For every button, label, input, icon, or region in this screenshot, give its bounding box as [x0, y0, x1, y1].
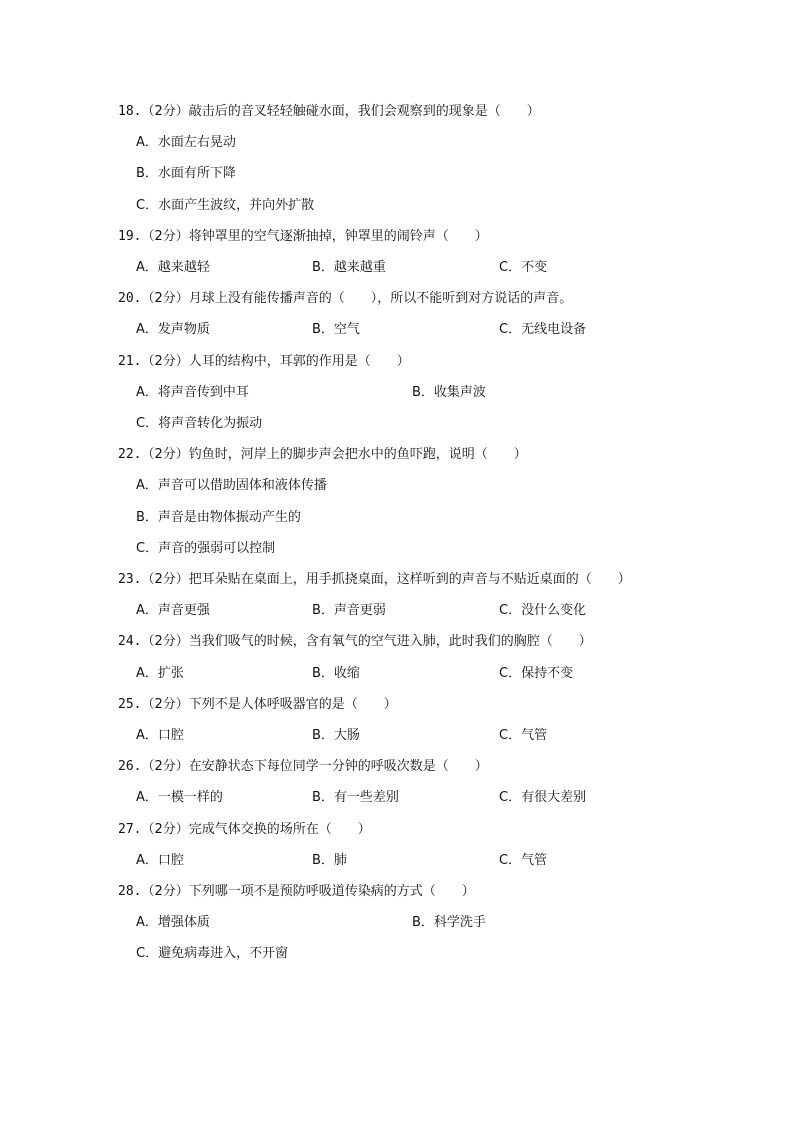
question-points: （2分）	[141, 447, 189, 462]
question-number: 26.	[118, 759, 142, 774]
question-26-option-a: A．一模一样的	[136, 790, 223, 805]
question-22-option-c: C．声音的强弱可以控制	[136, 541, 276, 556]
question-20-option-b: B．空气	[312, 322, 360, 337]
question-number: 25.	[118, 697, 142, 712]
question-27-option-b: B．肺	[312, 853, 347, 868]
question-text: 当我们吸气的时候，含有氧气的空气进入肺，此时我们的胸腔（ ）	[188, 634, 592, 649]
question-points: （2分）	[141, 822, 189, 837]
question-text: 把耳朵贴在桌面上，用手抓挠桌面，这样听到的声音与不贴近桌面的（ ）	[188, 572, 631, 587]
question-number: 20.	[118, 291, 142, 306]
question-20-stem	[118, 289, 572, 309]
question-26-option-c: C．有很大差别	[499, 790, 587, 805]
question-27-option-a: A．口腔	[136, 853, 184, 868]
question-24-option-a: A．扩张	[136, 666, 184, 681]
question-21-stem	[118, 352, 410, 372]
question-23-option-a: A．声音更强	[136, 603, 210, 618]
question-number: 22.	[118, 447, 142, 462]
question-20-option-a: A．发声物质	[136, 322, 210, 337]
question-22-stem	[118, 445, 527, 465]
question-24-stem	[118, 632, 592, 652]
question-19-option-c: C．不变	[499, 260, 548, 275]
question-points: （2分）	[141, 884, 189, 899]
question-text: 下列不是人体呼吸器官的是（ ）	[188, 697, 397, 712]
question-26-stem	[118, 757, 488, 777]
question-19-option-b: B．越来越重	[312, 260, 386, 275]
question-27-stem	[118, 820, 371, 840]
question-text: 在安静状态下每位同学一分钟的呼吸次数是（ ）	[188, 759, 488, 774]
question-28-option-b: B．科学洗手	[412, 915, 486, 930]
question-text: 将钟罩里的空气逐渐抽掉，钟罩里的闹铃声（ ）	[188, 229, 488, 244]
question-points: （2分）	[141, 104, 189, 119]
question-points: （2分）	[141, 291, 189, 306]
question-18-option-b: B．水面有所下降	[136, 166, 236, 181]
question-27-option-c: C．气管	[499, 853, 548, 868]
question-points: （2分）	[141, 634, 189, 649]
question-28-stem	[118, 882, 475, 902]
question-text: 敲击后的音叉轻轻触碰水面，我们会观察到的现象是（ ）	[188, 104, 540, 119]
question-25-option-a: A．口腔	[136, 728, 184, 743]
question-points: （2分）	[141, 697, 189, 712]
question-19-stem	[118, 227, 488, 247]
question-text: 人耳的结构中，耳郭的作用是（ ）	[188, 354, 410, 369]
question-23-stem	[118, 570, 631, 590]
question-points: （2分）	[141, 759, 189, 774]
question-22-option-a: A．声音可以借助固体和液体传播	[136, 478, 327, 493]
question-points: （2分）	[141, 354, 189, 369]
question-text: 完成气体交换的场所在（ ）	[188, 822, 371, 837]
question-23-option-b: B．声音更弱	[312, 603, 386, 618]
question-number: 28.	[118, 884, 142, 899]
question-20-option-c: C．无线电设备	[499, 322, 587, 337]
question-points: （2分）	[141, 229, 189, 244]
question-25-option-c: C．气管	[499, 728, 548, 743]
question-24-option-b: B．收缩	[312, 666, 360, 681]
question-number: 21.	[118, 354, 142, 369]
question-text: 钓鱼时，河岸上的脚步声会把水中的鱼吓跑，说明（ ）	[188, 447, 527, 462]
question-text: 下列哪一项不是预防呼吸道传染病的方式（ ）	[188, 884, 475, 899]
question-21-option-c: C．将声音转化为振动	[136, 416, 263, 431]
question-25-option-b: B．大肠	[312, 728, 360, 743]
question-18-option-c: C．水面产生波纹，并向外扩散	[136, 198, 315, 213]
question-28-option-c: C．避免病毒进入，不开窗	[136, 946, 289, 961]
question-21-option-a: A．将声音传到中耳	[136, 385, 249, 400]
question-18-stem	[118, 102, 540, 122]
question-points: （2分）	[141, 572, 189, 587]
question-number: 24.	[118, 634, 142, 649]
question-18-option-a: A．水面左右晃动	[136, 135, 236, 150]
question-text: 月球上没有能传播声音的（ ），所以不能听到对方说话的声音。	[188, 291, 573, 306]
question-number: 18.	[118, 104, 142, 119]
question-24-option-c: C．保持不变	[499, 666, 574, 681]
question-number: 27.	[118, 822, 142, 837]
question-23-option-c: C．没什么变化	[499, 603, 587, 618]
question-28-option-a: A．增强体质	[136, 915, 210, 930]
question-26-option-b: B．有一些差别	[312, 790, 399, 805]
question-number: 23.	[118, 572, 142, 587]
question-22-option-b: B．声音是由物体振动产生的	[136, 510, 301, 525]
question-25-stem	[118, 695, 397, 715]
question-21-option-b: B．收集声波	[412, 385, 486, 400]
question-number: 19.	[118, 229, 142, 244]
question-19-option-a: A．越来越轻	[136, 260, 210, 275]
